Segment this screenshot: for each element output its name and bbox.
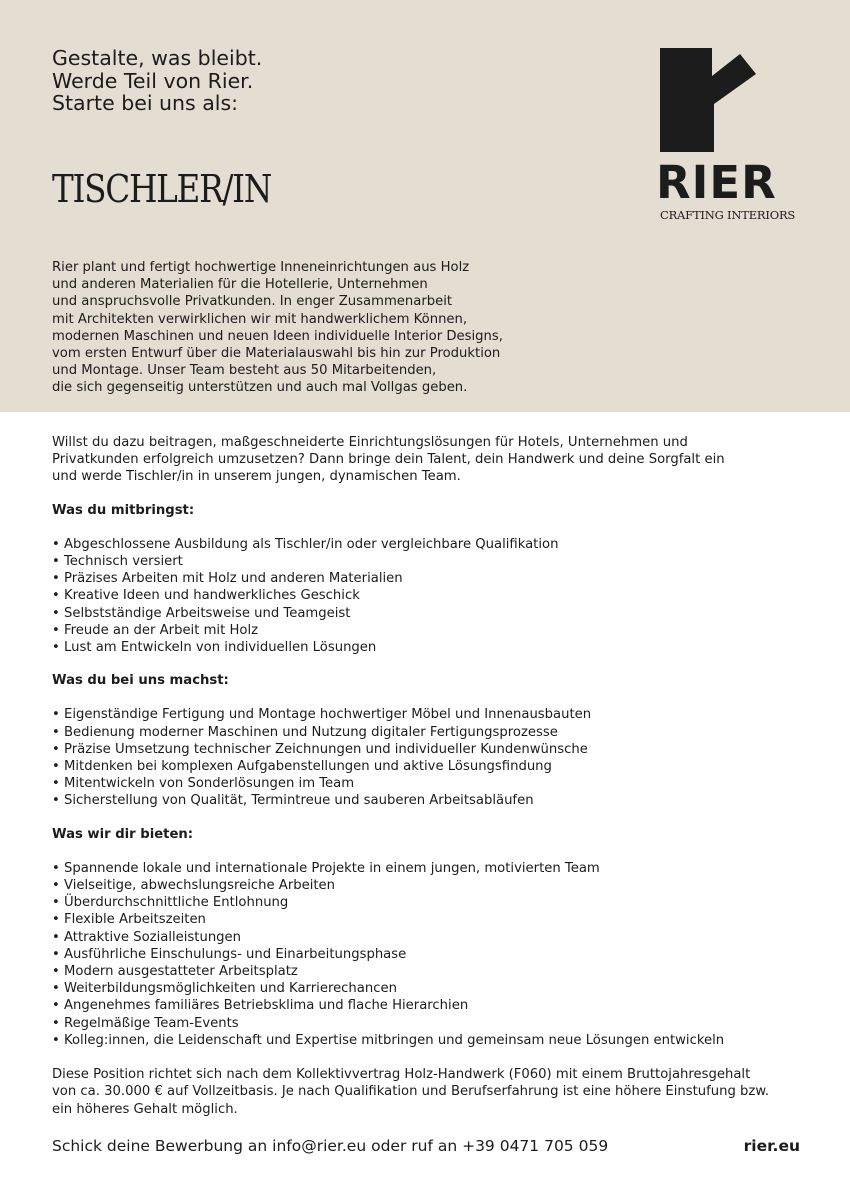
intro-line: modernen Maschinen und neuen Ideen individuelle Interior Designs, [52,328,503,344]
list-item: • Regelmäßige Team-Events [52,1015,812,1032]
intro-line: und anderen Materialien für die Hotellerie, Unternehmen [52,277,428,293]
list-item: • Vielseitige, abwechslungsreiche Arbeiten [52,877,812,894]
list-item: • Mitdenken bei komplexen Aufgabenstellungen und aktive Lösungsfindung [52,758,812,775]
section-heading-requirements: Was du mitbringst: [52,502,195,518]
tagline [52,47,262,115]
footer [52,1135,800,1157]
list-item: • Kreative Ideen und handwerkliches Geschick [52,587,812,604]
list-item: • Weiterbildungsmöglichkeiten und Karrierechancen [52,980,812,997]
list-item: • Mitentwickeln von Sonderlösungen im Team [52,775,812,792]
job-description [52,434,812,1118]
salary-line: von ca. 30.000 € auf Vollzeitbasis. Je nach Qualifikation und Berufserfahrung ist eine höhere Einstufung bzw. [52,1084,770,1100]
list-item: • Überdurchschnittliche Entlohnung [52,894,812,911]
application-contact: Schick deine Bewerbung an info@rier.eu oder ruf an +39 0471 705 059 [52,1137,609,1155]
company-logo [656,48,802,224]
lead-line: Willst du dazu beitragen, maßgeschneiderte Einrichtungslösungen für Hotels, Unternehmen und [52,435,688,450]
salary-line: ein höheres Gehalt möglich. [52,1101,238,1117]
lead-paragraph [52,434,812,486]
list-item: • Bedienung moderner Maschinen und Nutzung digitaler Fertigungsprozesse [52,724,812,741]
logo-wordmark: RIER [656,156,777,209]
list-item: • Flexible Arbeitszeiten [52,911,812,928]
list-item: • Angenehmes familiäres Betriebsklima und flache Hierarchien [52,997,812,1014]
lead-line: Privatkunden erfolgreich umzusetzen? Dann bringe dein Talent, dein Handwerk und deine Sorgfalt ein [52,452,725,468]
intro-line: vom ersten Entwurf über die Materialauswahl bis hin zur Produktion [52,346,501,362]
requirements-list [52,536,812,656]
list-item: • Präzises Arbeiten mit Holz und anderen Materialien [52,570,812,587]
list-item: • Selbstständige Arbeitsweise und Teamgeist [52,605,812,622]
job-title: TISCHLER/IN [52,167,272,211]
list-item: • Sicherstellung von Qualität, Termintreue und sauberen Arbeitsabläufen [52,792,812,809]
website-link[interactable]: rier.eu [743,1137,800,1155]
intro-line: die sich gegenseitig unterstützen und auch mal Vollgas geben. [52,380,468,396]
list-item: • Abgeschlossene Ausbildung als Tischler/in oder vergleichbare Qualifikation [52,536,812,553]
hero-panel [0,0,850,412]
benefits-list [52,860,812,1049]
tagline-line: Starte bei uns als: [52,91,239,115]
intro-line: und Montage. Unser Team besteht aus 50 Mitarbeitenden, [52,363,437,379]
company-intro [52,259,503,397]
tagline-line: Gestalte, was bleibt. [52,46,263,70]
list-item: • Technisch versiert [52,553,812,570]
tasks-list [52,706,812,809]
list-item: • Spannende lokale und internationale Projekte in einem jungen, motivierten Team [52,860,812,877]
intro-line: mit Architekten verwirklichen wir mit handwerklichem Können, [52,311,468,327]
tagline-line: Werde Teil von Rier. [52,68,254,93]
salary-line: Diese Position richtet sich nach dem Kollektivvertrag Holz-Handwerk (F060) mit einem Bruttojahresgehalt [52,1067,751,1083]
list-item: • Eigenständige Fertigung und Montage hochwertiger Möbel und Innenausbauten [52,706,812,723]
section-heading-tasks: Was du bei uns machst: [52,673,229,689]
intro-line: und anspruchsvolle Privatkunden. In enger Zusammenarbeit [52,294,453,310]
intro-line: Rier plant und fertigt hochwertige Inneneinrichtungen aus Holz [52,260,470,275]
rier-tree-mark-icon [660,48,760,152]
list-item: • Präzise Umsetzung technischer Zeichnungen und individueller Kundenwünsche [52,741,812,758]
list-item: • Ausführliche Einschulungs- und Einarbeitungsphase [52,946,812,963]
logo-subtitle: CRAFTING INTERIORS [660,208,796,222]
list-item: • Freude an der Arbeit mit Holz [52,622,812,639]
list-item: • Attraktive Sozialleistungen [52,929,812,946]
list-item: • Lust am Entwickeln von individuellen Lösungen [52,639,812,656]
lead-line: und werde Tischler/in in unserem jungen, dynamischen Team. [52,469,461,485]
list-item: • Kolleg:innen, die Leidenschaft und Expertise mitbringen und gemeinsam neue Lösungen entwickeln [52,1032,812,1049]
list-item: • Modern ausgestatteter Arbeitsplatz [52,963,812,980]
section-heading-benefits: Was wir dir bieten: [52,826,194,842]
salary-paragraph [52,1066,812,1118]
